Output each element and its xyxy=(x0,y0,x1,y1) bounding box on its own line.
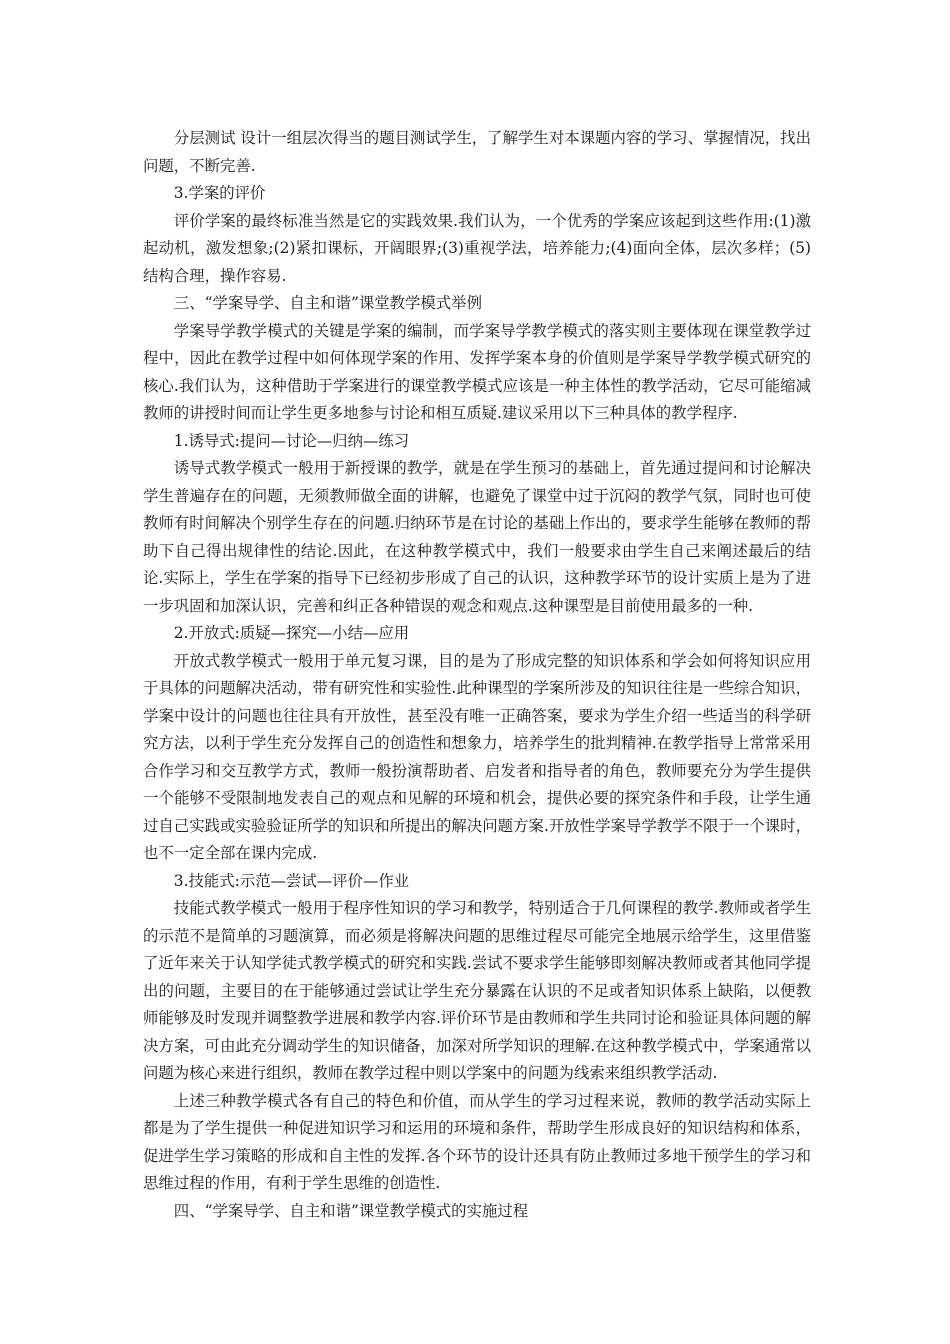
heading-section-four: 四、“学案导学、自主和谐”课堂教学模式的实施过程 xyxy=(173,1201,529,1220)
paragraph-evaluation: 评价学案的最终标准当然是它的实践效果.我们认为，一个优秀的学案应该起到这些作用:(1)激起动机，激发想象;(2)紧扣课标，开阔眼界;(3)重视学法，培养能力;(4)面向全体，层次多样；(5)结构合理，操作容易. xyxy=(143,211,811,285)
heading-open: 2.开放式:质疑—探究—小结—应用 xyxy=(173,624,410,642)
heading-inductive: 1.诱导式:提问—讨论—归纳—练习 xyxy=(173,431,410,450)
paragraph-inductive: 诱导式教学模式一般用于新授课的教学，就是在学生预习的基础上，首先通过提问和讨论解决学生普遍存在的问题，无须教师做全面的讲解，也避免了课堂中过于沉闷的教学气氛，同时也可使教师有时间解决个别学生存在的问题.归纳环节是在讨论的基础上作出的，要求学生能够在教师的帮助下自己得出规律性的结论.因此，在这种教学模式中，我们一般要求由学生自己来阐述最后的结论.实际上，学生在学案的指导下已经初步形成了自己的认识，这种教学环节的设计实质上是为了进一步巩固和加深认识，完善和纠正各种错误的观念和观点.这种课型是目前使用最多的一种. xyxy=(143,459,811,615)
document-page xyxy=(143,125,811,1225)
paragraph-summary: 上述三种教学模式各有自己的特色和价值，而从学生的学习过程来说，教师的教学活动实际上都是为了学生提供一种促进知识学习和运用的环境和条件，帮助学生形成良好的知识结构和体系，促进学生学习策略的形成和自主性的发挥.各个环节的设计还具有防止教师过多地干预学生的学习和思维过程的作用，有利于学生思维的创造性. xyxy=(143,1091,811,1192)
heading-evaluation: 3.学案的评价 xyxy=(173,184,266,202)
heading-section-three: 三、“学案导学、自主和谐”课堂教学模式举例 xyxy=(173,294,482,312)
paragraph-layered-test: 分层测试 设计一组层次得当的题目测试学生，了解学生对本课题内容的学习、掌握情况，找出问题，不断完善. xyxy=(143,129,811,175)
paragraph-skill: 技能式教学模式一般用于程序性知识的学习和教学，特别适合于几何课程的教学.教师或者学生的示范不是简单的习题演算，而必须是将解决问题的思维过程尽可能完全地展示给学生，这里借鉴了近年来关于认知学徒式教学模式的研究和实践.尝试不要求学生能够即刻解决教师或者其他同学提出的问题，主要目的在于能够通过尝试让学生充分暴露在认识的不足或者知识体系上缺陷，以便教师能够及时发现并调整教学进展和教学内容.评价环节是由教师和学生共同讨论和验证具体问题的解决方案，可由此充分调动学生的知识储备，加深对所学知识的理解.在这种教学模式中，学案通常以问题为核心来进行组织，教师在教学过程中则以学案中的问题为线索来组织教学活动. xyxy=(143,899,811,1082)
heading-skill: 3.技能式:示范—尝试—评价—作业 xyxy=(173,871,410,890)
paragraph-open: 开放式教学模式一般用于单元复习课，目的是为了形成完整的知识体系和学会如何将知识应用于具体的问题解决活动，带有研究性和实验性.此种课型的学案所涉及的知识往往是一些综合知识，学案中设计的问题也往往具有开放性，甚至没有唯一正确答案，要求为学生介绍一些适当的科学研究方法，以利于学生充分发挥自己的创造性和想象力，培养学生的批判精神.在教学指导上常常采用合作学习和交互教学方式，教师一般扮演帮助者、启发者和指导者的角色，教师要充分为学生提供一个能够不受限制地发表自己的观点和见解的环境和机会，提供必要的探究条件和手段，让学生通过自己实践或实验验证所学的知识和所提出的解决问题方案.开放性学案导学教学不限于一个课时，也不一定全部在课内完成. xyxy=(143,651,811,862)
paragraph-model-intro: 学案导学教学模式的关键是学案的编制，而学案导学教学模式的落实则主要体现在课堂教学过程中，因此在教学过程中如何体现学案的作用、发挥学案本身的价值则是学案导学教学模式研究的核心.我们认为，这种借助于学案进行的课堂教学模式应该是一种主体性的教学活动，它尽可能缩减教师的讲授时间而让学生更多地参与讨论和相互质疑.建议采用以下三种具体的教学程序. xyxy=(143,321,811,422)
